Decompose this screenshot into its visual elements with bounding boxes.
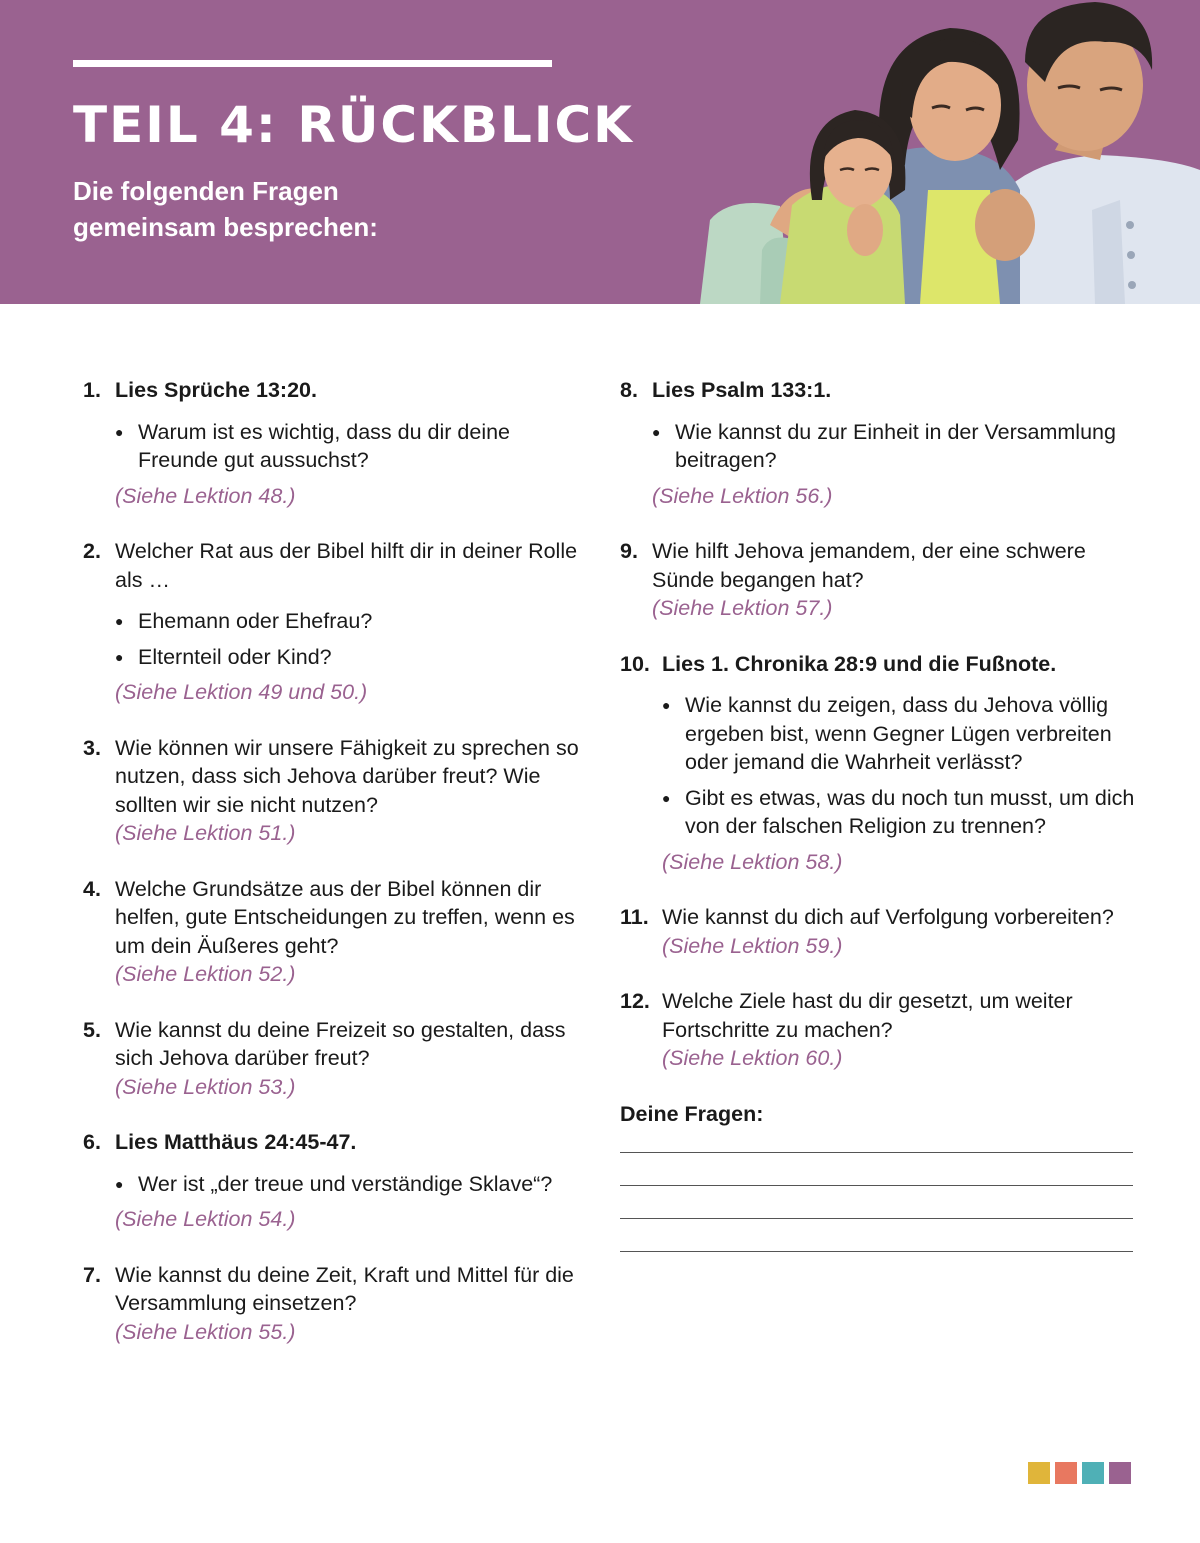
question-12: [620, 987, 1140, 1073]
color-swatches: [1028, 1462, 1131, 1484]
bullet-list: [115, 418, 593, 475]
bullet-item: ● Wer ist „der treue und verständige Sklave“?: [115, 1170, 593, 1199]
question-text: Welche Grundsätze aus der Bibel können dir helfen, gute Entscheidungen zu treffen, wenn es um dein Äußeres geht?: [115, 876, 575, 958]
bullet-item: ● Warum ist es wichtig, dass du dir deine Freunde gut aussuchst?: [115, 418, 593, 475]
question-number: 12.: [620, 989, 650, 1013]
question-6: [83, 1128, 593, 1234]
family-praying-illustration: [700, 0, 1200, 304]
question-2: [83, 537, 593, 707]
question-1: [83, 376, 593, 510]
question-number: 3.: [83, 735, 101, 760]
question-5: [83, 1016, 593, 1102]
lesson-reference: (Siehe Lektion 55.): [115, 1319, 296, 1344]
bullet-item: ● Wie kannst du zur Einheit in der Versammlung beitragen?: [652, 418, 1140, 475]
question-text: Lies 1. Chronika 28:9 und die Fußnote.: [662, 651, 1057, 676]
bullet-item: ● Elternteil oder Kind?: [115, 643, 593, 672]
bullet-list: [115, 1170, 593, 1199]
lesson-reference: (Siehe Lektion 51.): [115, 821, 296, 845]
bullet-item: ● Ehemann oder Ehefrau?: [115, 607, 593, 636]
own-questions-label: Deine Fragen:: [620, 1101, 764, 1126]
swatch-purple: [1109, 1462, 1131, 1484]
writing-line[interactable]: [620, 1185, 1133, 1186]
writing-line[interactable]: [620, 1152, 1133, 1153]
bullet-item: ● Wie kannst du zeigen, dass du Jehova völlig ergeben bist, wenn Gegner Lügen verbreiten oder jemand die Wahrheit verlässt?: [662, 691, 1140, 777]
question-text: Lies Psalm 133:1.: [652, 378, 832, 402]
swatch-yellow: [1028, 1462, 1050, 1484]
writing-line[interactable]: [620, 1218, 1133, 1219]
question-text: Lies Matthäus 24:45-47.: [115, 1130, 357, 1154]
question-7: [83, 1261, 593, 1347]
question-text: Welche Ziele hast du dir gesetzt, um weiter Fortschritte zu machen?: [662, 989, 1073, 1042]
question-4: [83, 875, 593, 989]
questions-column-left: [83, 376, 593, 1373]
question-number: 5.: [83, 1017, 101, 1042]
question-number: 10.: [620, 651, 650, 676]
lesson-reference: (Siehe Lektion 53.): [115, 1074, 296, 1099]
question-text: Wie kannst du deine Zeit, Kraft und Mittel für die Versammlung einsetzen?: [115, 1262, 574, 1315]
lesson-reference: (Siehe Lektion 54.): [115, 1207, 296, 1231]
lesson-reference: (Siehe Lektion 49 und 50.): [115, 680, 368, 704]
question-text: Wie kannst du deine Freizeit so gestalten, dass sich Jehova darüber freut?: [115, 1017, 566, 1070]
question-text: Wie kannst du dich auf Verfolgung vorbereiten?: [662, 905, 1114, 929]
bullet-item: ● Gibt es etwas, was du noch tun musst, um dich von der falschen Religion zu trennen?: [662, 784, 1140, 841]
question-8: [620, 376, 1140, 510]
question-number: 6.: [83, 1130, 101, 1154]
question-text: Wie hilft Jehova jemandem, der eine schwere Sünde begangen hat?: [652, 539, 1086, 592]
page-title: TEIL 4: RÜCKBLICK: [73, 96, 634, 154]
bullet-list: [115, 607, 593, 671]
lesson-reference: (Siehe Lektion 48.): [115, 483, 296, 508]
question-9: [620, 537, 1140, 623]
swatch-coral: [1055, 1462, 1077, 1484]
page-subtitle: Die folgenden Fragen gemeinsam besprechen:: [73, 176, 378, 242]
lesson-reference: (Siehe Lektion 58.): [662, 849, 843, 874]
bullet-list: [652, 418, 1140, 475]
question-number: 7.: [83, 1262, 101, 1287]
lesson-reference: (Siehe Lektion 57.): [652, 596, 833, 620]
question-text: Wie können wir unsere Fähigkeit zu sprechen so nutzen, dass sich Jehova darüber freut? Wie sollten wir sie nicht nutzen?: [115, 735, 579, 817]
lesson-reference: (Siehe Lektion 59.): [662, 933, 843, 958]
question-number: 8.: [620, 378, 638, 402]
lesson-reference: (Siehe Lektion 52.): [115, 962, 296, 986]
bullet-list: [662, 691, 1140, 841]
page-header: [0, 0, 1200, 304]
question-number: 4.: [83, 876, 101, 901]
own-questions-section: [620, 1100, 1140, 1253]
question-11: [620, 903, 1140, 960]
question-number: 1.: [83, 378, 101, 402]
question-number: 2.: [83, 539, 101, 563]
question-text: Lies Sprüche 13:20.: [115, 378, 317, 402]
question-10: [620, 650, 1140, 877]
lesson-reference: (Siehe Lektion 60.): [662, 1046, 843, 1070]
writing-line[interactable]: [620, 1251, 1133, 1252]
question-3: [83, 734, 593, 848]
question-number: 11.: [620, 905, 649, 929]
question-number: 9.: [620, 539, 638, 563]
header-rule: [73, 60, 552, 67]
lesson-reference: (Siehe Lektion 56.): [652, 483, 833, 508]
question-text: Welcher Rat aus der Bibel hilft dir in deiner Rolle als …: [115, 539, 578, 592]
questions-column-right: [620, 376, 1140, 1252]
swatch-teal: [1082, 1462, 1104, 1484]
